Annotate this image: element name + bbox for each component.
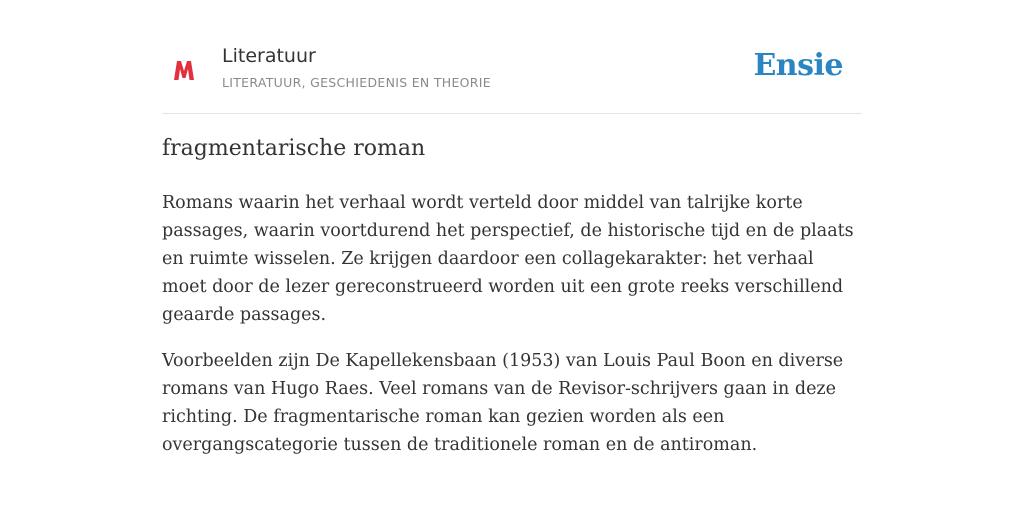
entry-body — [162, 189, 862, 477]
entry-paragraph: Romans waarin het verhaal wordt verteld door middel van talrijke korte passages, waarin voortdurend het perspectief, de historische tijd en de plaats en ruimte wisselen. Ze krijgen daardoor een collagekarakter: het verhaal moet door de lezer gereconstrueerd worden uit een grote reeks verschillend geaarde passages. — [162, 193, 854, 325]
page-title: fragmentarische roman — [162, 136, 426, 161]
source-subtitle: LITERATUUR, GESCHIEDENIS EN THEORIE — [222, 75, 491, 90]
source-logo-icon[interactable] — [172, 56, 198, 84]
source-title[interactable]: Literatuur — [222, 45, 316, 67]
entry-paragraph: Voorbeelden zijn De Kapellekensbaan (1953) van Louis Paul Boon en diverse romans van Hugo Raes. Veel romans van de Revisor-schrijvers gaan in deze richting. De fragmentarische roman kan gezien worden als een overgangscategorie tussen de traditionele roman en de antiroman. — [162, 351, 844, 455]
source-header — [162, 40, 862, 114]
ensie-logo[interactable]: Ensie — [753, 48, 843, 83]
